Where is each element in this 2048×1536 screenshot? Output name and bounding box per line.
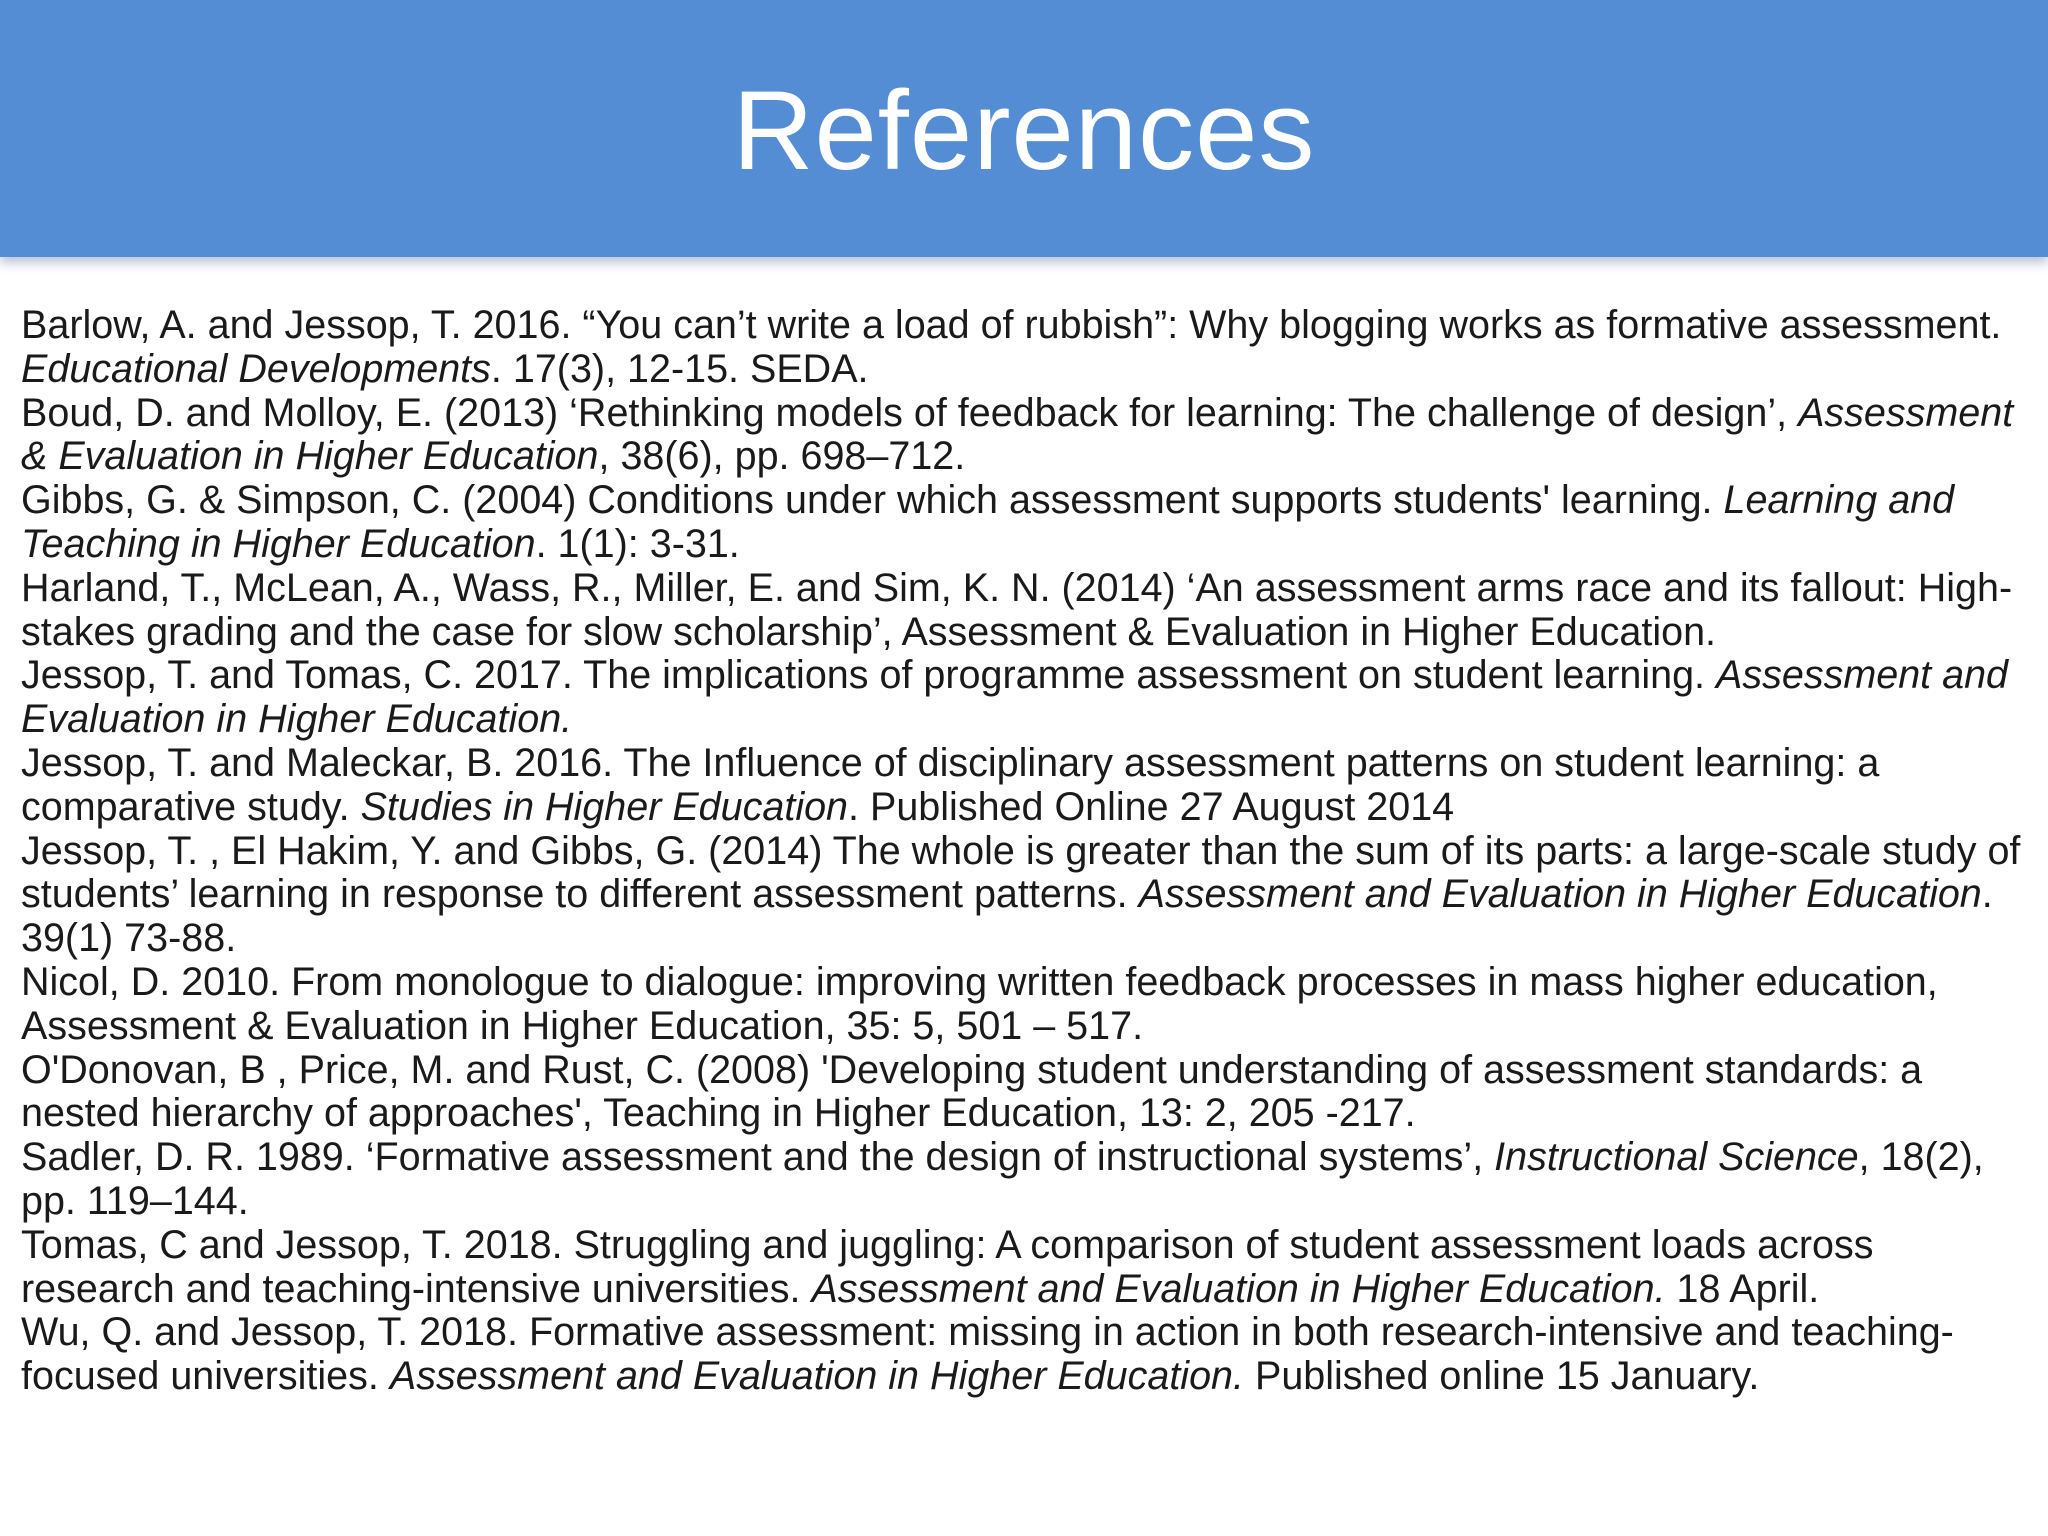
reference-text: Tomas, C and Jessop, T. 2018. Struggling and juggling: A comparison of student assessment loads across research and teaching-intensive universities. xyxy=(21,1222,1874,1311)
reference-item xyxy=(21,479,2031,567)
reference-journal: Learning and Teaching in Higher Education xyxy=(21,478,1955,566)
reference-item xyxy=(21,1136,2031,1224)
reference-text: Wu, Q. and Jessop, T. 2018. Formative assessment: missing in action in both research-intensive and teaching-focused universities. xyxy=(21,1310,1954,1399)
reference-journal: Assessment and Evaluation in Higher Education xyxy=(1138,872,1982,917)
reference-item xyxy=(21,1224,2031,1312)
reference-item xyxy=(21,567,2031,655)
title-bar xyxy=(0,0,2048,257)
reference-text: Gibbs, G. & Simpson, C. (2004) Conditions under which assessment supports students' learning. xyxy=(21,478,1724,523)
reference-text: , 38(6), pp. 698–712. xyxy=(598,434,966,479)
reference-text: O'Donovan, B , Price, M. and Rust, C. (2008) 'Developing student understanding of assessment standards: a nested hierarchy of approaches', Teaching in Higher Education, 13: 2, 205 -217. xyxy=(21,1047,1923,1136)
reference-journal: Assessment and Evaluation in Higher Education. xyxy=(389,1354,1244,1399)
reference-journal: Assessment & Evaluation in Higher Education xyxy=(21,390,2014,479)
reference-text: Harland, T., McLean, A., Wass, R., Miller, E. and Sim, K. N. (2014) ‘An assessment arms race and its fallout: High-stakes grading and the case for slow scholarship’, Assessment & Evaluation in Higher Education. xyxy=(21,565,2013,654)
reference-text: Jessop, T. , El Hakim, Y. and Gibbs, G. (2014) The whole is greater than the sum of its parts: a large-scale study of students’ learning in response to different assessment patterns. xyxy=(21,828,2021,917)
reference-item xyxy=(21,1049,2031,1137)
reference-journal: Educational Developments xyxy=(21,346,491,391)
reference-item xyxy=(21,830,2031,961)
reference-item xyxy=(21,654,2031,742)
reference-item xyxy=(21,742,2031,830)
reference-text: Jessop, T. and Tomas, C. 2017. The implications of programme assessment on student learning. xyxy=(21,653,1717,698)
reference-item xyxy=(21,1311,2031,1399)
reference-text: . Published Online 27 August 2014 xyxy=(848,784,1455,829)
reference-text: Sadler, D. R. 1989. ‘Formative assessment and the design of instructional systems’, xyxy=(21,1135,1495,1180)
reference-journal: Studies in Higher Education xyxy=(360,784,849,829)
reference-item xyxy=(21,961,2031,1049)
reference-text: , 18(2), pp. 119–144. xyxy=(21,1135,1984,1223)
reference-text: . 39(1) 73-88. xyxy=(21,872,1993,961)
reference-text: Published online 15 January. xyxy=(1244,1354,1760,1399)
reference-text: 18 April. xyxy=(1665,1266,1820,1311)
reference-journal: Assessment and Evaluation in Higher Education. xyxy=(811,1266,1666,1311)
slide-title: References xyxy=(732,68,1316,193)
reference-text: Nicol, D. 2010. From monologue to dialogue: improving written feedback processes in mass higher education, Assessment & Evaluation in Higher Education, 35: 5, 501 – 517. xyxy=(21,959,1938,1048)
reference-text: . 17(3), 12-15. SEDA. xyxy=(490,346,869,391)
reference-item xyxy=(21,392,2031,480)
reference-text: Jessop, T. and Maleckar, B. 2016. The Influence of disciplinary assessment patterns on student learning: a comparative study. xyxy=(21,740,1880,829)
reference-list xyxy=(21,304,2031,1399)
reference-text: . 1(1): 3-31. xyxy=(535,521,740,566)
reference-journal: Instructional Science xyxy=(1494,1135,1859,1180)
reference-item xyxy=(21,304,2031,392)
reference-text: Barlow, A. and Jessop, T. 2016. “You can’t write a load of rubbish”: Why blogging works as formative assessment. xyxy=(21,303,2002,347)
reference-journal: Assessment and Evaluation in Higher Education. xyxy=(21,653,2009,742)
reference-text: Boud, D. and Molloy, E. (2013) ‘Rethinking models of feedback for learning: The challenge of design’, xyxy=(21,390,1799,435)
